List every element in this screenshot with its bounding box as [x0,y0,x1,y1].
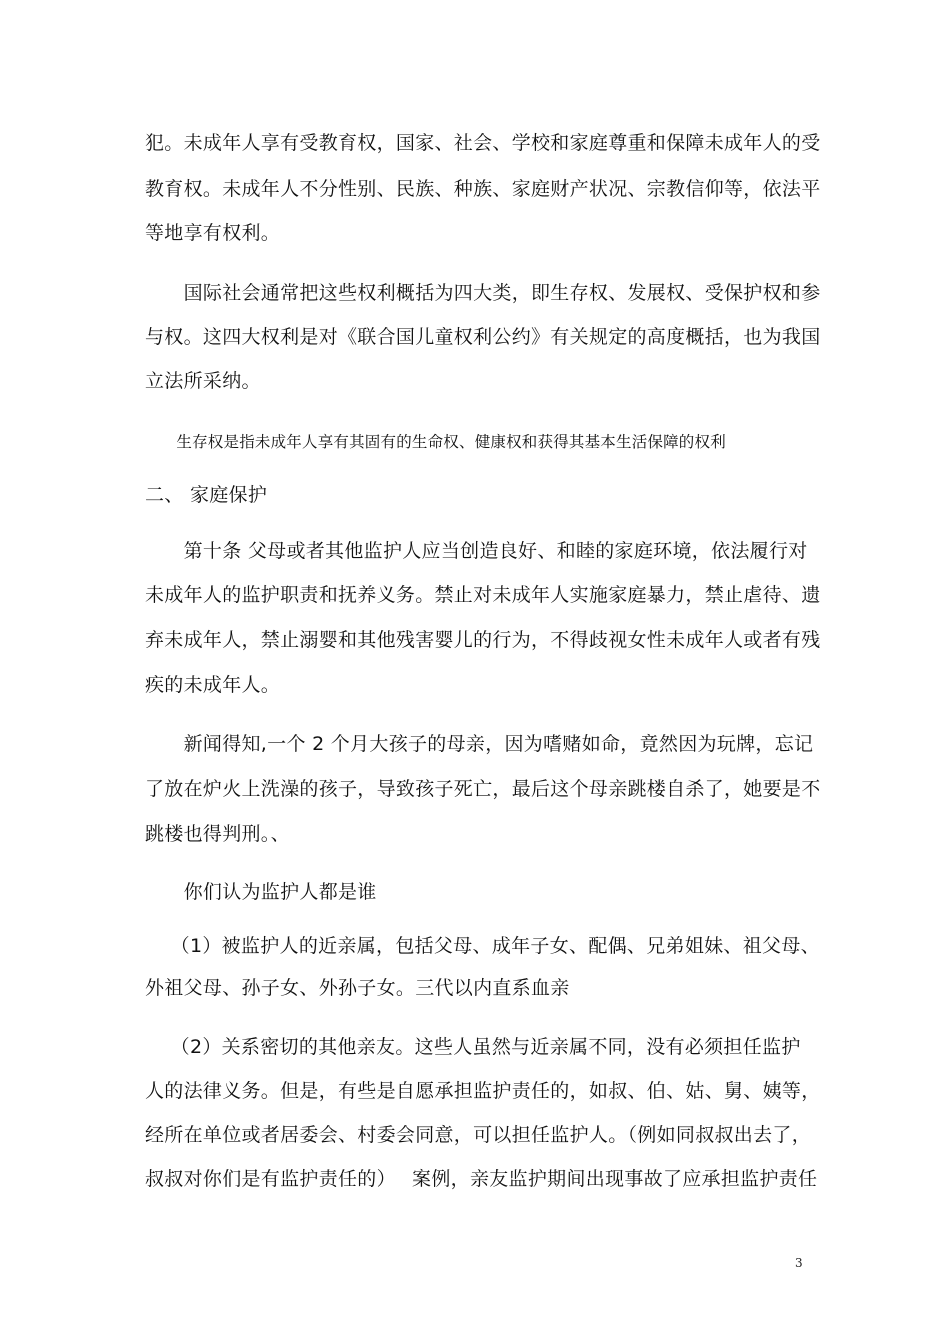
text-line: 国际社会通常把这些权利概括为四大类，即生存权、发展权、受保护权和参 [145,282,821,304]
text-line: 疾的未成年人。 [145,674,281,696]
text-line: 经所在单位或者居委会、村委会同意，可以担任监护人。（例如同叔叔出去了， [145,1124,812,1146]
text-line: 叔叔对你们是有监护责任的） 案例，亲友监护期间出现事故了应承担监护责任 [145,1168,818,1190]
text-line: 弃未成年人，禁止溺婴和其他残害婴儿的行为，不得歧视女性未成年人或者有残 [145,629,821,651]
text-line: 人的法律义务。但是，有些是自愿承担监护责任的，如叔、伯、姑、舅、姨等， [145,1080,821,1102]
text-line: 未成年人的监护职责和抚养义务。禁止对未成年人实施家庭暴力，禁止虐待、遗 [145,584,821,606]
text-line: 你们认为监护人都是谁 [145,881,377,903]
text-line: 跳楼也得判刑。、 [145,823,290,845]
text-line: （1）被监护人的近亲属，包括父母、成年子女、配偶、兄弟姐妹、祖父母、 [145,935,820,957]
text-line: 了放在炉火上洗澡的孩子，导致孩子死亡，最后这个母亲跳楼自杀了，她要是不 [145,778,821,800]
text-line: 外祖父母、孙子女、外孙子女。三代以内直系血亲 [145,977,570,999]
text-line: 第十条 父母或者其他监护人应当创造良好、和睦的家庭环境，依法履行对 [145,540,808,562]
page-number: 3 [795,1256,803,1270]
text-line: 教育权。未成年人不分性别、民族、种族、家庭财产状况、宗教信仰等，依法平 [145,178,821,200]
text-line: （2）关系密切的其他亲友。这些人虽然与近亲属不同，没有必须担任监护 [145,1036,801,1058]
text-line: 等地享有权利。 [145,222,281,244]
text-line: 与权。这四大权利是对《联合国儿童权利公约》有关规定的高度概括，也为我国 [145,326,821,348]
text-line: 立法所采纳。 [145,370,261,392]
section-heading: 二、 家庭保护 [145,484,268,506]
text-line: 生存权是指未成年人享有其固有的生命权、健康权和获得其基本生活保障的权利 [145,433,726,451]
text-line: 犯。未成年人享有受教育权，国家、社会、学校和家庭尊重和保障未成年人的受 [145,132,821,154]
text-line: 新闻得知,一个 2 个月大孩子的母亲，因为嗜赌如命，竟然因为玩牌，忘记 [145,733,814,755]
